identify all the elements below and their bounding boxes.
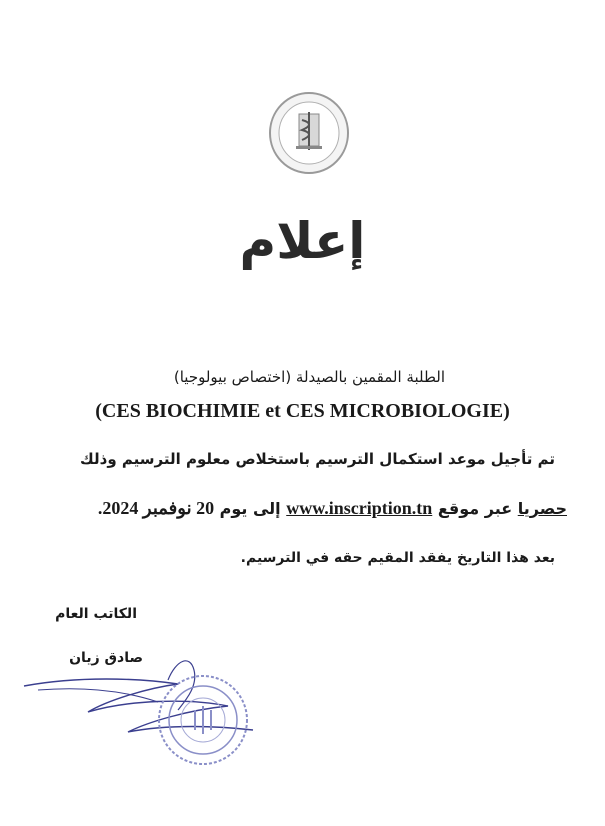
- notice-title: إعلام: [239, 212, 366, 270]
- until-day-text: إلى يوم: [214, 499, 287, 518]
- signatory-role: الكاتب العام: [55, 606, 137, 622]
- audience-line: الطلبة المقمين بالصيدلة (اختصاص بيولوجيا): [173, 368, 445, 386]
- website-link[interactable]: www.inscription.tn: [286, 498, 433, 518]
- deadline-line: [98, 498, 567, 519]
- faculty-logo-seal: [266, 90, 352, 176]
- official-stamp: [155, 672, 251, 768]
- deadline-date: 20 نوفمبر 2024.: [97, 498, 215, 518]
- postponement-line: تم تأجيل موعد استكمال الترسيم باستخلاص معلوم الترسيم وذلك: [80, 450, 555, 468]
- via-site-text: عبر موقع: [432, 499, 518, 518]
- consequence-line: بعد هذا التاريخ يفقد المقيم حقه في الترسيم.: [240, 550, 555, 566]
- signatory-name: صادق زيان: [69, 650, 143, 666]
- exclusively-text: حصريا: [517, 499, 567, 518]
- programs-line: (CES BIOCHIMIE et CES MICROBIOLOGIE): [95, 400, 510, 422]
